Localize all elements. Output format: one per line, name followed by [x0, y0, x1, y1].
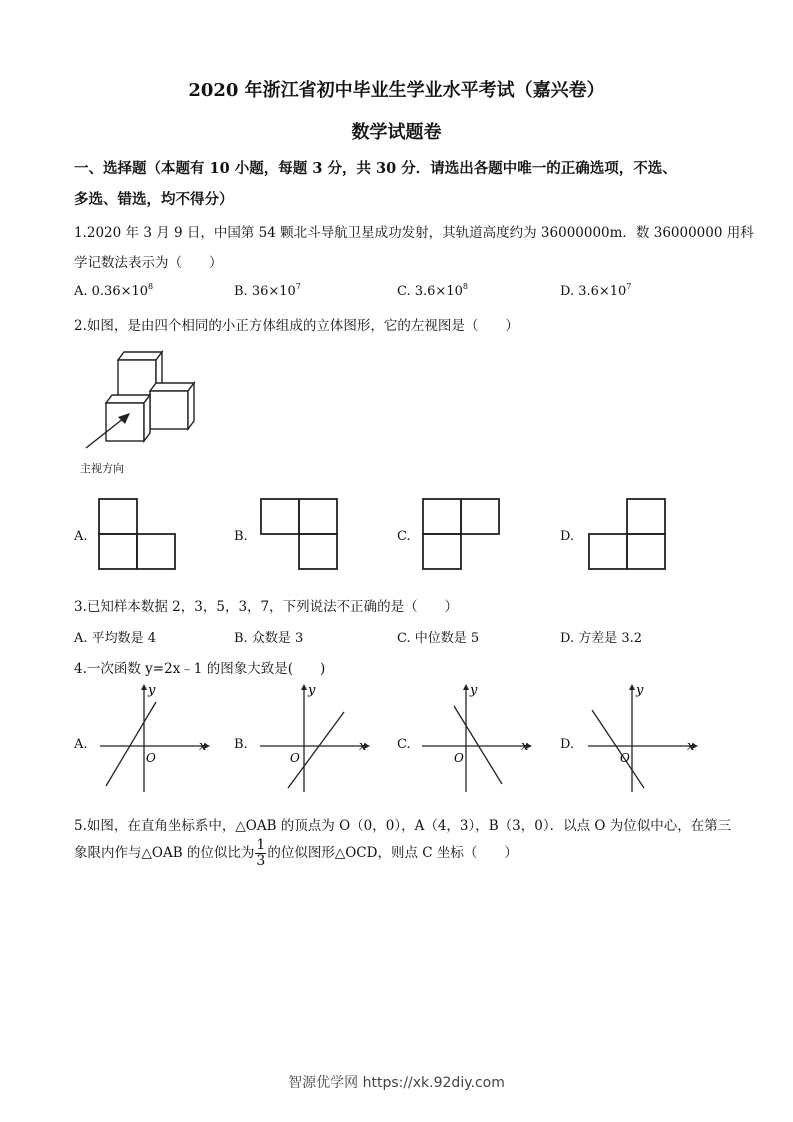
q4-c-x-label: x: [521, 739, 529, 754]
q1-option-a: A. $0.36\times 10^8$: [74, 282, 154, 299]
q2-figure-caption: 主视方向: [80, 462, 124, 475]
q1-text-line2: 学记数法表示为（ ）: [74, 255, 223, 271]
q4-option-c-label: C.: [397, 737, 411, 752]
q4-d-origin-label: O: [620, 751, 630, 765]
q4-c-y-label: y: [470, 683, 478, 698]
q4-option-a-graph: [96, 684, 211, 794]
q2-option-a-figure: [98, 498, 178, 570]
q4-option-d-label: D.: [560, 737, 575, 752]
q2-cube-figure: [74, 345, 209, 475]
q1-option-d: D. $3.6\times 10^7$: [560, 282, 632, 299]
q1-text-line1: 1.2020 年 3 月 9 日，中国第 54 颗北斗导航卫星成功发射，其轨道高度约为 36000000m．数 36000000 用科: [74, 225, 754, 241]
q4-option-d-graph: [584, 684, 699, 794]
q5-fraction: $\frac{1}{3}$: [256, 837, 266, 869]
q4-a-x-label: x: [199, 739, 207, 754]
q2-text: 2.如图，是由四个相同的小正方体组成的立体图形，它的左视图是（ ）: [74, 318, 519, 334]
q2-option-b-figure: [260, 498, 340, 570]
q3-option-c: C. 中位数是 5: [397, 631, 480, 646]
q1-option-b: B. $36\times 10^7$: [234, 282, 301, 299]
section-heading-line1: 一、选择题（本题有 10 小题，每题 3 分，共 30 分．请选出各题中唯一的正确选项，不选、: [74, 160, 677, 177]
q3-text: 3.已知样本数据 2，3，5，3，7，下列说法不正确的是（ ）: [74, 599, 459, 615]
q2-option-c-figure: [422, 498, 502, 570]
section-heading-line2: 多选、错选，均不得分）: [74, 191, 234, 208]
q4-option-b-label: B.: [234, 737, 248, 752]
page-subtitle: 数学试题卷: [351, 122, 442, 143]
q3-option-d: D. 方差是 3.2: [560, 631, 643, 646]
q3-option-b: B. 众数是 3: [234, 631, 304, 646]
q4-b-x-label: x: [359, 739, 367, 754]
q1-option-c: C. $3.6\times 10^8$: [397, 282, 468, 299]
footer-watermark: 智源优学网 https://xk.92diy.com: [288, 1075, 505, 1091]
q2-option-a-label: A.: [74, 529, 88, 544]
q2-option-c-label: C.: [397, 529, 411, 544]
q5-text-line2: 象限内作与△OAB 的位似比为 $\frac{1}{3}$ 的位似图形△OCD，则点 C 坐标（ ）: [74, 837, 518, 869]
q4-option-c-graph: [418, 684, 533, 794]
q4-text: 4.一次函数 y=2x﹣1 的图象大致是( ): [74, 661, 326, 677]
q3-option-a: A. 平均数是 4: [74, 631, 157, 646]
q4-c-origin-label: O: [454, 751, 464, 765]
q2-option-d-figure: [588, 498, 668, 570]
q4-option-b-graph: [256, 684, 371, 794]
q2-option-d-label: D.: [560, 529, 575, 544]
q2-option-b-label: B.: [234, 529, 248, 544]
page-title: 2020 年浙江省初中毕业生学业水平考试（嘉兴卷）: [188, 80, 605, 101]
q4-b-y-label: y: [308, 683, 316, 698]
q4-d-x-label: x: [687, 739, 695, 754]
q4-a-origin-label: O: [146, 751, 156, 765]
q4-d-y-label: y: [636, 683, 644, 698]
q5-text-line1: 5.如图，在直角坐标系中，△OAB 的顶点为 O（0，0），A（4，3），B（3，0）．以点 O 为位似中心，在第三: [74, 818, 732, 834]
q4-b-origin-label: O: [290, 751, 300, 765]
q4-option-a-label: A.: [74, 737, 88, 752]
q4-a-y-label: y: [148, 683, 156, 698]
